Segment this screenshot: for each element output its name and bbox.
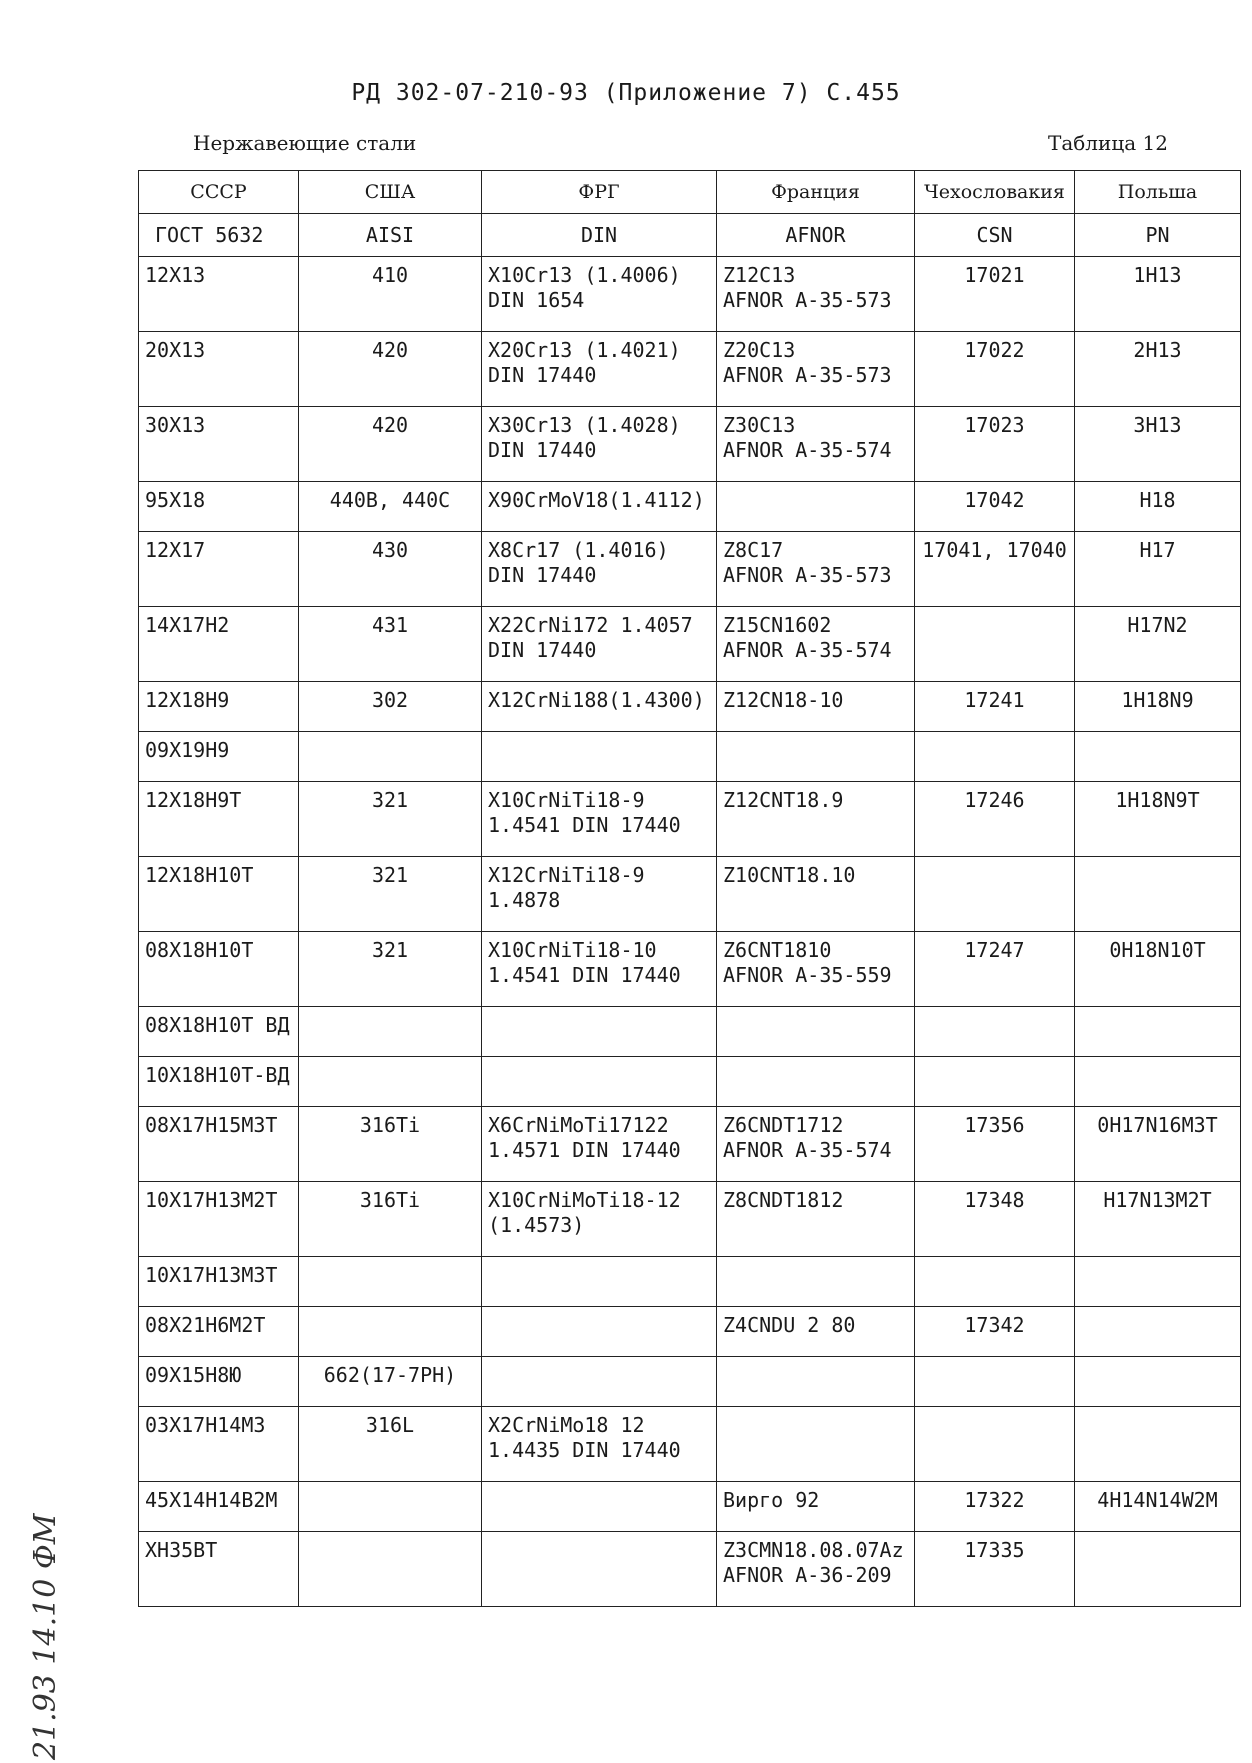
cell-csn: 17041, 17040 — [915, 532, 1075, 607]
table-row — [139, 1357, 1241, 1407]
cell-afnor-line: Z6CNT1810 — [723, 938, 832, 962]
cell-gost: 08Х21Н6М2Т — [139, 1307, 299, 1357]
table-row — [139, 607, 1241, 682]
cell-aisi — [299, 1257, 482, 1307]
table-row — [139, 1007, 1241, 1057]
handwritten-margin-note: 21.93 14.10 ФМ — [28, 1513, 63, 1760]
table-row — [139, 1107, 1241, 1182]
cell-din — [482, 257, 717, 332]
cell-din-line: 1.4435 DIN 17440 — [488, 1438, 681, 1462]
cell-gost: 08Х18Н10Т — [139, 932, 299, 1007]
table-row — [139, 332, 1241, 407]
cell-csn: 17023 — [915, 407, 1075, 482]
cell-pn — [1075, 1532, 1241, 1607]
cell-gost: 95Х18 — [139, 482, 299, 532]
cell-pn — [1075, 1307, 1241, 1357]
cell-aisi: 420 — [299, 332, 482, 407]
cell-afnor — [717, 482, 915, 532]
header-standard-pn: PN — [1075, 214, 1241, 257]
table-row — [139, 1407, 1241, 1482]
cell-pn: 1Н13 — [1075, 257, 1241, 332]
cell-pn — [1075, 732, 1241, 782]
cell-aisi: 321 — [299, 782, 482, 857]
table-row — [139, 732, 1241, 782]
cell-din-line: X8Cr17 (1.4016) — [488, 538, 669, 562]
cell-csn — [915, 1007, 1075, 1057]
cell-afnor-line: AFNOR A-35-559 — [723, 963, 892, 987]
cell-pn: 3Н13 — [1075, 407, 1241, 482]
table-row — [139, 482, 1241, 532]
cell-afnor-line: Z12CNT18.9 — [723, 788, 844, 812]
cell-din — [482, 1407, 717, 1482]
cell-din-line: (1.4573) — [488, 1213, 585, 1237]
cell-aisi: 430 — [299, 532, 482, 607]
cell-pn: 4Н14N14W2М — [1075, 1482, 1241, 1532]
cell-din — [482, 1057, 717, 1107]
table-row — [139, 1482, 1241, 1532]
cell-pn: Н18 — [1075, 482, 1241, 532]
cell-gost: 09Х15Н8Ю — [139, 1357, 299, 1407]
cell-afnor — [717, 257, 915, 332]
cell-din-line: X10CrNiTi18-10 — [488, 938, 657, 962]
cell-csn — [915, 1357, 1075, 1407]
cell-csn — [915, 1057, 1075, 1107]
cell-aisi — [299, 1482, 482, 1532]
cell-aisi: 321 — [299, 932, 482, 1007]
cell-gost: 20Х13 — [139, 332, 299, 407]
cell-din-line: X30Cr13 (1.4028) — [488, 413, 681, 437]
cell-din — [482, 332, 717, 407]
header-country-france: Франция — [717, 171, 915, 214]
table-row — [139, 682, 1241, 732]
cell-din-line: 1.4541 DIN 17440 — [488, 963, 681, 987]
cell-aisi — [299, 1307, 482, 1357]
cell-gost: 08Х17Н15М3Т — [139, 1107, 299, 1182]
cell-afnor — [717, 407, 915, 482]
cell-din-line: DIN 17440 — [488, 563, 597, 587]
cell-pn — [1075, 1407, 1241, 1482]
cell-csn: 17342 — [915, 1307, 1075, 1357]
cell-afnor — [717, 607, 915, 682]
stainless-steel-table — [138, 170, 1241, 1607]
table-row — [139, 1257, 1241, 1307]
cell-din-line: DIN 1654 — [488, 288, 585, 312]
cell-gost: 03Х17Н14М3 — [139, 1407, 299, 1482]
cell-csn: 17021 — [915, 257, 1075, 332]
cell-afnor — [717, 532, 915, 607]
header-country-usa: США — [299, 171, 482, 214]
cell-csn: 17335 — [915, 1532, 1075, 1607]
cell-pn: 0Н17N16М3Т — [1075, 1107, 1241, 1182]
cell-aisi — [299, 1532, 482, 1607]
cell-afnor — [717, 1407, 915, 1482]
cell-din — [482, 1007, 717, 1057]
cell-aisi: 410 — [299, 257, 482, 332]
cell-din — [482, 732, 717, 782]
cell-pn: 1Н18N9 — [1075, 682, 1241, 732]
cell-gost: 08Х18Н10Т ВД — [139, 1007, 299, 1057]
country-header-row — [139, 171, 1241, 214]
cell-din-line: DIN 17440 — [488, 363, 597, 387]
cell-din — [482, 782, 717, 857]
table-subtitle: Нержавеющие стали — [193, 131, 417, 155]
cell-din-line: X10Cr13 (1.4006) — [488, 263, 681, 287]
cell-gost: 14Х17Н2 — [139, 607, 299, 682]
header-standard-din: DIN — [482, 214, 717, 257]
cell-gost: 30Х13 — [139, 407, 299, 482]
table-row — [139, 257, 1241, 332]
cell-din-line: X90CrMoV18(1.4112) — [488, 488, 705, 512]
cell-din-line: DIN 17440 — [488, 638, 597, 662]
cell-din — [482, 1257, 717, 1307]
cell-gost: 12Х18Н9Т — [139, 782, 299, 857]
cell-din-line: X6CrNiMoTi17122 — [488, 1113, 669, 1137]
table-row — [139, 782, 1241, 857]
table-row — [139, 1182, 1241, 1257]
cell-afnor-line: AFNOR A-35-574 — [723, 438, 892, 462]
cell-pn: 2Н13 — [1075, 332, 1241, 407]
cell-afnor — [717, 1532, 915, 1607]
cell-gost: 10Х17Н13М3Т — [139, 1257, 299, 1307]
cell-pn: Н17N13М2Т — [1075, 1182, 1241, 1257]
cell-afnor — [717, 1107, 915, 1182]
cell-aisi: 316Ti — [299, 1182, 482, 1257]
cell-afnor-line: AFNOR A-35-574 — [723, 638, 892, 662]
cell-din-line: 1.4541 DIN 17440 — [488, 813, 681, 837]
cell-din — [482, 1482, 717, 1532]
cell-aisi: 316Ti — [299, 1107, 482, 1182]
cell-din-line: X12CrNiTi18-9 — [488, 863, 645, 887]
cell-afnor — [717, 1307, 915, 1357]
cell-pn — [1075, 1257, 1241, 1307]
cell-afnor-line: AFNOR A-35-574 — [723, 1138, 892, 1162]
cell-afnor — [717, 857, 915, 932]
cell-csn — [915, 1257, 1075, 1307]
header-standard-afnor: AFNOR — [717, 214, 915, 257]
cell-gost: 09Х19Н9 — [139, 732, 299, 782]
cell-din-line: X20Cr13 (1.4021) — [488, 338, 681, 362]
cell-csn: 17322 — [915, 1482, 1075, 1532]
cell-pn — [1075, 1057, 1241, 1107]
header-country-frg: ФРГ — [482, 171, 717, 214]
cell-afnor-line: AFNOR A-35-573 — [723, 563, 892, 587]
header-country-czechoslovakia: Чехословакия — [915, 171, 1075, 214]
cell-csn — [915, 732, 1075, 782]
cell-afnor-line: AFNOR A-36-209 — [723, 1563, 892, 1587]
cell-aisi: 440В, 440С — [299, 482, 482, 532]
cell-din-line: X10CrNiMoTi18-12 — [488, 1188, 681, 1212]
table-row — [139, 407, 1241, 482]
header-standard-aisi: AISI — [299, 214, 482, 257]
cell-afnor-line: AFNOR A-35-573 — [723, 363, 892, 387]
cell-afnor-line: Z10CNT18.10 — [723, 863, 856, 887]
cell-gost: 12Х13 — [139, 257, 299, 332]
cell-din — [482, 1182, 717, 1257]
cell-din — [482, 857, 717, 932]
cell-csn: 17247 — [915, 932, 1075, 1007]
cell-afnor-line: AFNOR A-35-573 — [723, 288, 892, 312]
cell-afnor-line: Z8CNDT1812 — [723, 1188, 844, 1212]
standard-header-row — [139, 214, 1241, 257]
cell-afnor-line: Z4CNDU 2 80 — [723, 1313, 856, 1337]
cell-aisi: 316L — [299, 1407, 482, 1482]
document-header: РД 302-07-210-93 (Приложение 7) С.455 — [351, 80, 901, 106]
cell-din — [482, 1532, 717, 1607]
cell-aisi — [299, 732, 482, 782]
cell-afnor — [717, 1357, 915, 1407]
cell-csn: 17022 — [915, 332, 1075, 407]
cell-csn — [915, 857, 1075, 932]
cell-afnor-line: Z6CNDT1712 — [723, 1113, 844, 1137]
cell-afnor — [717, 932, 915, 1007]
table-row — [139, 532, 1241, 607]
cell-din-line: 1.4571 DIN 17440 — [488, 1138, 681, 1162]
cell-din — [482, 407, 717, 482]
cell-afnor-line: Z15CN1602 — [723, 613, 832, 637]
cell-din — [482, 932, 717, 1007]
cell-aisi: 431 — [299, 607, 482, 682]
cell-afnor — [717, 732, 915, 782]
cell-din-line: 1.4878 — [488, 888, 561, 912]
cell-pn — [1075, 857, 1241, 932]
cell-afnor — [717, 1057, 915, 1107]
cell-afnor-line: Z30C13 — [723, 413, 796, 437]
cell-csn — [915, 607, 1075, 682]
cell-din-line: X10CrNiTi18-9 — [488, 788, 645, 812]
cell-din — [482, 1357, 717, 1407]
cell-din — [482, 1307, 717, 1357]
header-country-ussr: СССР — [139, 171, 299, 214]
cell-din-line: X12CrNi188(1.4300) — [488, 688, 705, 712]
cell-din — [482, 607, 717, 682]
cell-gost: 12Х18Н10Т — [139, 857, 299, 932]
cell-afnor — [717, 1182, 915, 1257]
cell-afnor — [717, 332, 915, 407]
cell-din — [482, 682, 717, 732]
cell-din-line: DIN 17440 — [488, 438, 597, 462]
header-standard-csn: CSN — [915, 214, 1075, 257]
cell-afnor-line: Z20C13 — [723, 338, 796, 362]
cell-csn: 17348 — [915, 1182, 1075, 1257]
cell-afnor — [717, 682, 915, 732]
cell-aisi — [299, 1007, 482, 1057]
cell-pn: Н17 — [1075, 532, 1241, 607]
cell-afnor-line: Z3CMN18.08.07Az — [723, 1538, 904, 1562]
cell-aisi: 321 — [299, 857, 482, 932]
cell-afnor-line: Вирго 92 — [723, 1488, 820, 1512]
cell-afnor — [717, 782, 915, 857]
cell-afnor — [717, 1482, 915, 1532]
cell-afnor — [717, 1257, 915, 1307]
table-row — [139, 1057, 1241, 1107]
table-row — [139, 1532, 1241, 1607]
cell-pn: 1Н18N9Т — [1075, 782, 1241, 857]
table-row — [139, 932, 1241, 1007]
cell-gost: 10Х17Н13М2Т — [139, 1182, 299, 1257]
cell-csn: 17042 — [915, 482, 1075, 532]
header-country-poland: Польша — [1075, 171, 1241, 214]
cell-din-line: X2CrNiMo18 12 — [488, 1413, 645, 1437]
cell-gost: 12Х17 — [139, 532, 299, 607]
cell-csn — [915, 1407, 1075, 1482]
table-row — [139, 857, 1241, 932]
header-standard-gost: ГОСТ 5632 — [139, 214, 299, 257]
cell-din — [482, 532, 717, 607]
cell-afnor-line: Z12CN18-10 — [723, 688, 844, 712]
table-row — [139, 1307, 1241, 1357]
cell-gost: 12Х18Н9 — [139, 682, 299, 732]
cell-gost: 10Х18Н10Т-ВД — [139, 1057, 299, 1107]
cell-din — [482, 1107, 717, 1182]
table-number-label: Таблица 12 — [1048, 131, 1168, 155]
cell-din-line: X22CrNi172 1.4057 — [488, 613, 693, 637]
cell-aisi: 420 — [299, 407, 482, 482]
cell-csn: 17241 — [915, 682, 1075, 732]
cell-csn: 17246 — [915, 782, 1075, 857]
cell-pn: Н17N2 — [1075, 607, 1241, 682]
cell-gost: ХН35ВТ — [139, 1532, 299, 1607]
cell-afnor-line: Z8C17 — [723, 538, 784, 562]
cell-aisi — [299, 1057, 482, 1107]
cell-afnor — [717, 1007, 915, 1057]
cell-aisi: 302 — [299, 682, 482, 732]
cell-pn — [1075, 1357, 1241, 1407]
cell-pn — [1075, 1007, 1241, 1057]
cell-gost: 45Х14Н14В2М — [139, 1482, 299, 1532]
cell-din — [482, 482, 717, 532]
cell-csn: 17356 — [915, 1107, 1075, 1182]
cell-afnor-line: Z12C13 — [723, 263, 796, 287]
cell-pn: 0Н18N10Т — [1075, 932, 1241, 1007]
cell-aisi: 662(17-7РН) — [299, 1357, 482, 1407]
